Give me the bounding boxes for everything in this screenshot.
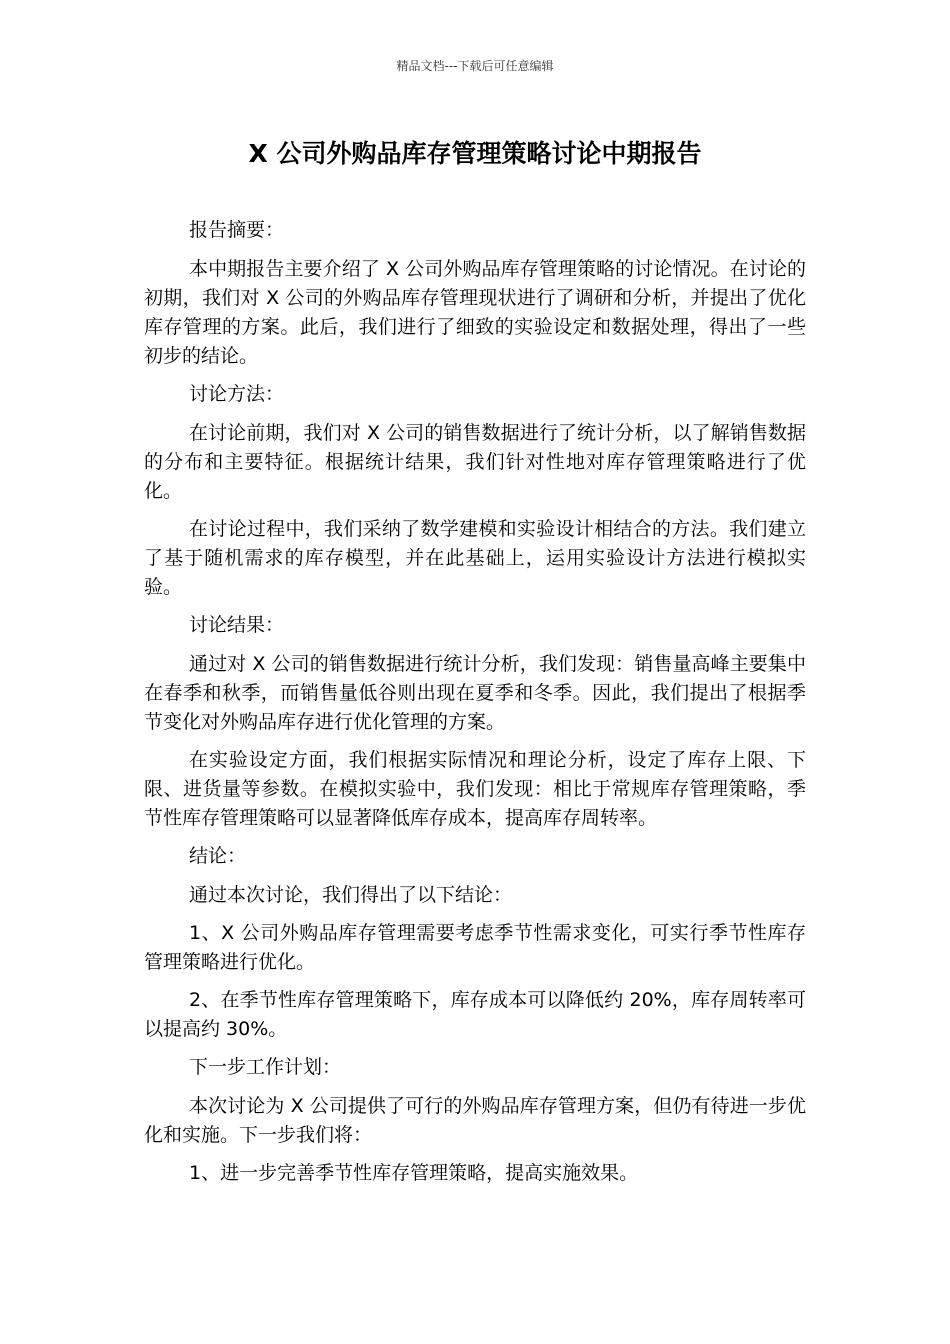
paragraph-conclusion-intro: 通过本次讨论，我们得出了以下结论： <box>189 884 513 906</box>
paragraph-method-2: 在讨论过程中，我们采纳了数学建模和实验设计相结合的方法。我们建立了基于随机需求的库存模型，并在此基础上，运用实验设计方法进行模拟实验。 <box>144 518 806 598</box>
next-step-item-1: 1、进一步完善季节性库存管理策略，提高实施效果。 <box>189 1162 639 1184</box>
paragraph-next-steps: 本次讨论为 X 公司提供了可行的外购品库存管理方案，但仍有待进一步优化和实施。下一步我们将： <box>144 1095 806 1146</box>
conclusion-item-2: 2、在季节性库存管理策略下，库存成本可以降低约 20%，库存周转率可以提高约 30%。 <box>144 989 806 1040</box>
document-title: X 公司外购品库存管理策略讨论中期报告 <box>248 139 702 168</box>
paragraph-summary: 本中期报告主要介绍了 X 公司外购品库存管理策略的讨论情况。在讨论的初期，我们对 X 公司的外购品库存管理现状进行了调研和分析，并提出了优化库存管理的方案。此后，我们进行了细致的实验设定和数据处理，得出了一些初步的结论。 <box>144 258 806 367</box>
section-heading-method: 讨论方法： <box>189 383 285 405</box>
paragraph-results-1: 通过对 X 公司的销售数据进行统计分析，我们发现：销售量高峰主要集中在春季和秋季，而销售量低谷则出现在夏季和冬季。因此，我们提出了根据季节变化对外购品库存进行优化管理的方案。 <box>144 653 806 733</box>
conclusion-item-1: 1、X 公司外购品库存管理需要考虑季节性需求变化，可实行季节性库存管理策略进行优化。 <box>144 922 806 973</box>
paragraph-results-2: 在实验设定方面，我们根据实际情况和理论分析，设定了库存上限、下限、进货量等参数。在模拟实验中，我们发现：相比于常规库存管理策略，季节性库存管理策略可以显著降低库存成本，提高库存周转率。 <box>144 749 806 829</box>
section-heading-conclusion: 结论： <box>189 845 247 867</box>
paragraph-method-1: 在讨论前期，我们对 X 公司的销售数据进行了统计分析，以了解销售数据的分布和主要特征。根据统计结果，我们针对性地对库存管理策略进行了优化。 <box>144 422 806 502</box>
document-body <box>144 216 806 1197</box>
page-header-watermark: 精品文档---下载后可任意编辑 <box>396 59 554 73</box>
section-heading-results: 讨论结果： <box>189 614 285 636</box>
section-heading-next-steps: 下一步工作计划： <box>189 1056 342 1078</box>
section-heading-summary: 报告摘要： <box>189 219 285 241</box>
